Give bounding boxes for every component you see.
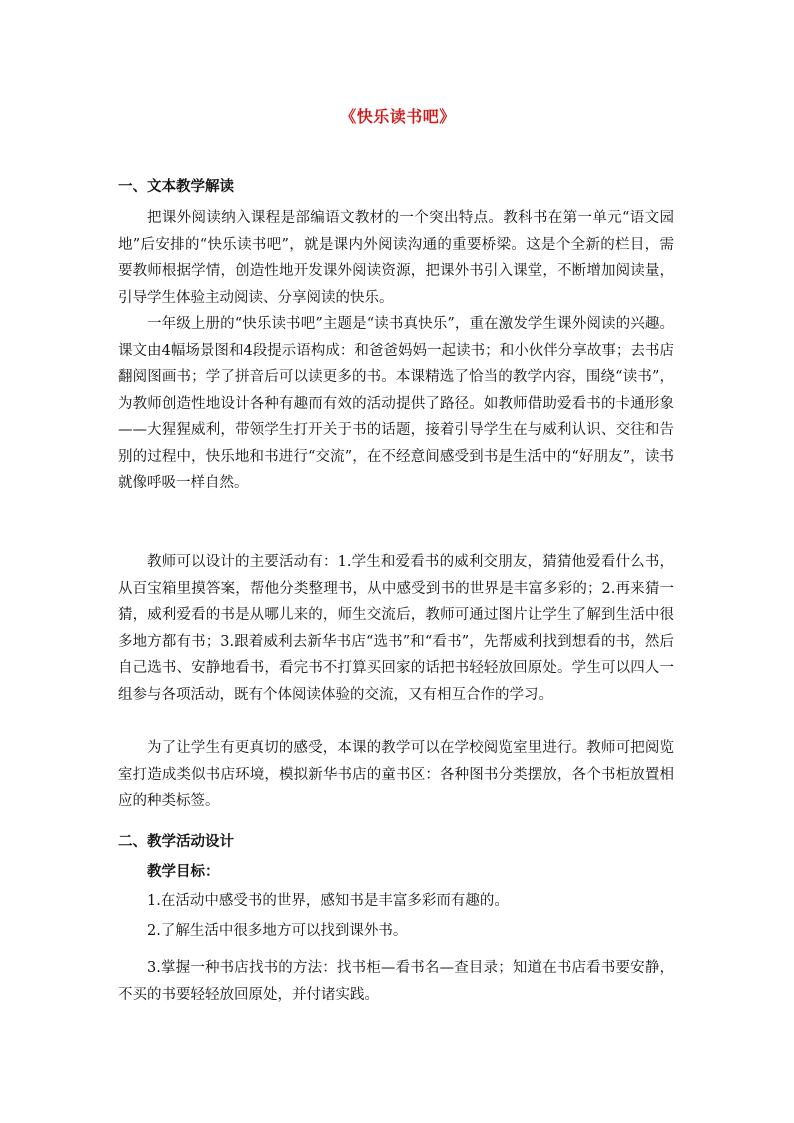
paragraph-2: 一年级上册的“快乐读书吧”主题是“读书真快乐”，重在激发学生课外阅读的兴趣。课文由4幅场景图和4段提示语构成：和爸爸妈妈一起读书；和小伙伴分享故事；去书店翻阅图画书；学了拼音后可以读更多的书。本课精选了恰当的教学内容，围绕“读书”，为教师创造性地设计各种有趣而有效的活动提供了路径。如教师借助爱看书的卡通形象——大猩猩威利，带领学生打开关于书的话题，接着引导学生在与威利认识、交往和告别的过程中，快乐地和书进行“交流”，在不经意间感受到书是生活中的“好朋友”，读书就像呼吸一样自然。: [118, 316, 674, 491]
goal-item-2: 2.了解生活中很多地方可以找到课外书。: [147, 923, 408, 939]
goal-item-1: 1.在活动中感受书的世界，感知书是丰富多彩而有趣的。: [147, 893, 509, 909]
document-title: 《快乐读书吧》: [340, 107, 456, 126]
paragraph-4: 为了让学生有更真切的感受，本课的教学可以在学校阅览室里进行。教师可把阅览室打造成类似书店环境，模拟新华书店的童书区：各种图书分类摆放，各个书柜放置相应的种类标签。: [118, 740, 674, 809]
goal-item-3: 3.掌握一种书店找书的方法：找书柜—看书名—查目录；知道在书店看书要安静，不买的书要轻轻放回原处，并付诸实践。: [118, 960, 674, 1003]
paragraph-3: 教师可以设计的主要活动有：1.学生和爱看书的威利交朋友，猜猜他爱看什么书，从百宝箱里摸答案，帮他分类整理书，从中感受到书的世界是丰富多彩的；2.再来猜一猜，威利爱看的书是从哪儿来的，师生交流后，教师可通过图片让学生了解到生活中很多地方都有书；3.跟着威利去新华书店“选书”和“看书”，先帮威利找到想看的书，然后自己选书、安静地看书，看完书不打算买回家的话把书轻轻放回原处。学生可以四人一组参与各项活动，既有个体阅读体验的交流，又有相互合作的学习。: [118, 554, 674, 703]
teaching-goals-heading: 教学目标：: [147, 863, 220, 880]
paragraph-1: 把课外阅读纳入课程是部编语文教材的一个突出特点。教科书在第一单元“语文园地”后安排的“快乐读书吧”，就是课内外阅读沟通的重要桥梁。这是个全新的栏目，需要教师根据学情，创造性地开发课外阅读资源，把课外书引入课堂，不断增加阅读量，引导学生体验主动阅读、分享阅读的快乐。: [118, 210, 674, 306]
section-heading-activity-design: 二、教学活动设计: [118, 833, 234, 850]
section-heading-text-interpretation: 一、文本教学解读: [118, 178, 234, 195]
